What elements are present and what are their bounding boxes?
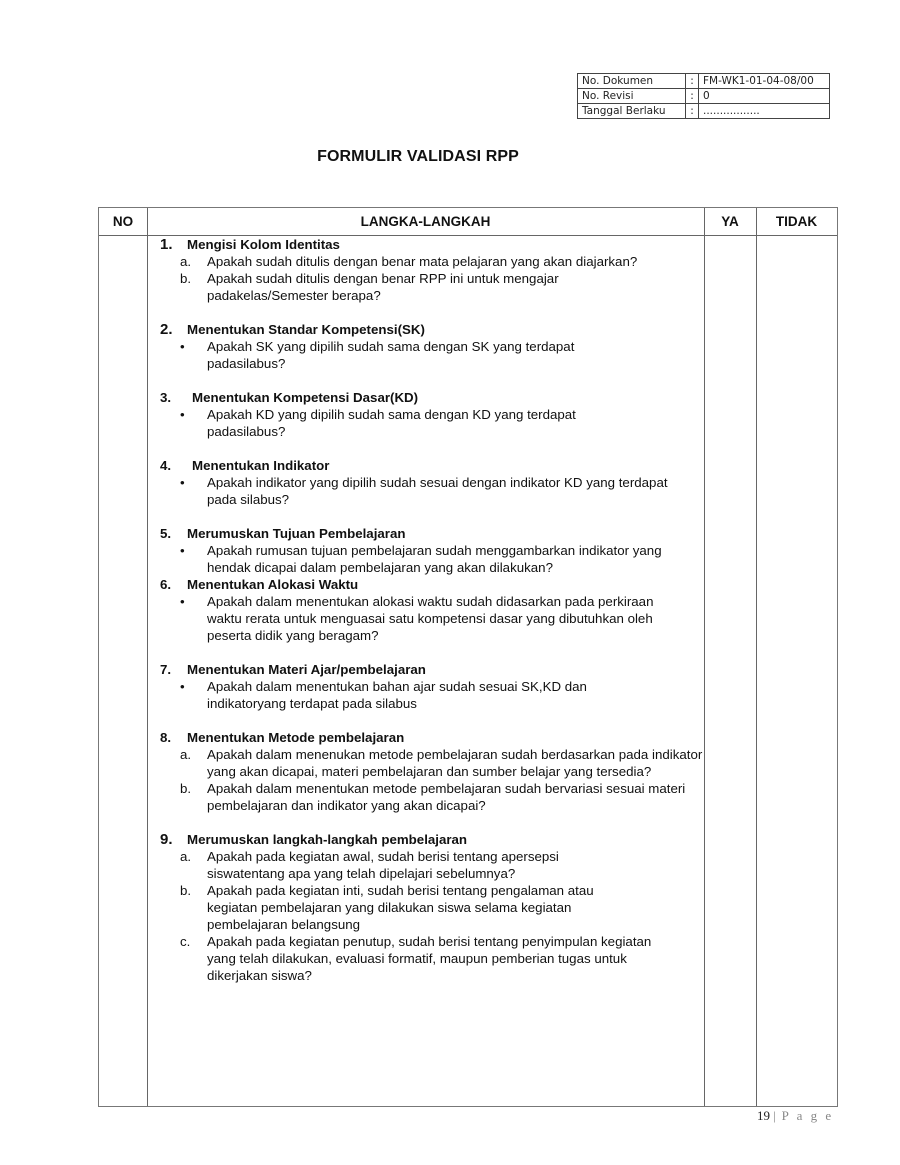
list-item [160,678,705,712]
item-text: Apakah SK yang dipilih sudah sama dengan SK yang terdapat padasilabus? [207,339,575,371]
list-item [160,406,705,440]
item-marker: b. [180,883,192,898]
page-separator: | [773,1108,779,1123]
item-marker: b. [180,271,192,286]
list-item [160,848,705,882]
section-5 [160,525,705,576]
section-1 [160,236,705,304]
doc-info-row [578,89,830,104]
item-text: Apakah rumusan tujuan pembelajaran sudah menggambarkan indikator yang hendak dicapai dalam pembelajaran yang akan dilakukan? [207,543,662,575]
section-number: 3. [160,390,172,405]
doc-info-key: No. Dokumen [578,74,686,89]
page-number: 19 [757,1108,770,1123]
item-text: Apakah dalam menentukan metode pembelajaran sudah bervariasi sesuai materi pembelajaran dan indikator yang akan dicapai? [207,781,686,813]
section-6 [160,576,705,644]
item-text: Apakah pada kegiatan penutup, sudah berisi tentang penyimpulan kegiatan yang telah dilakukan, evaluasi formatif, maupun pemberian tugas untuk dikerjakan siswa? [207,934,652,983]
list-item [160,542,705,576]
section-number: 6. [160,577,172,592]
section-title: Merumuskan Tujuan Pembelajaran [187,526,406,541]
doc-info-value: 0 [699,89,830,104]
doc-info-value: FM-WK1-01-04-08/00 [699,74,830,89]
section-number: 5. [160,526,172,541]
document-info-table [577,73,830,119]
item-marker: a. [180,849,192,864]
section-4 [160,457,705,508]
steps-content [160,236,705,984]
list-item [160,338,705,372]
section-title: Menentukan Standar Kompetensi(SK) [187,322,425,337]
page-footer [757,1108,834,1124]
section-3 [160,389,705,440]
section-2 [160,321,705,372]
doc-info-value: ................. [699,104,830,119]
header-yes: YA [721,214,739,229]
page-title: FORMULIR VALIDASI RPP [317,148,519,165]
section-number: 1. [160,236,173,253]
section-number: 9. [160,831,173,848]
section-title: Menentukan Alokasi Waktu [187,577,359,592]
doc-info-sep: : [686,104,699,119]
doc-info-sep: : [686,89,699,104]
doc-info-key: Tanggal Berlaku [578,104,686,119]
item-text: Apakah pada kegiatan inti, sudah berisi tentang pengalaman atau kegiatan pembelajaran yang dilakukan siswa selama kegiatan pembelajaran belangsung [207,883,594,932]
header-no-answer: TIDAK [775,214,818,229]
list-item [160,474,705,508]
header-steps: LANGKA-LANGKAH [360,214,491,229]
doc-info-sep: : [686,74,699,89]
item-marker: • [180,475,185,490]
item-marker: a. [180,254,192,269]
list-item [160,270,705,304]
section-title: Mengisi Kolom Identitas [187,237,340,252]
item-marker: • [180,679,185,694]
item-marker: b. [180,781,192,796]
list-item [160,780,705,814]
section-number: 4. [160,458,172,473]
item-text: Apakah sudah ditulis dengan benar mata pelajaran yang akan diajarkan? [207,254,638,269]
section-title: Menentukan Indikator [192,458,330,473]
section-title: Menentukan Kompetensi Dasar(KD) [192,390,419,405]
item-text: Apakah dalam menentukan alokasi waktu sudah didasarkan pada perkiraan waktu rerata untuk menguasai satu kompetensi dasar yang dibutuhkan oleh peserta didik yang beragam? [207,594,654,643]
section-number: 8. [160,730,172,745]
column-divider [756,208,757,1106]
list-item [160,933,705,984]
item-text: Apakah indikator yang dipilih sudah sesuai dengan indikator KD yang terdapat pada silabus? [207,475,668,507]
section-number: 2. [160,321,173,338]
item-marker: • [180,339,185,354]
list-item [160,746,705,780]
list-item [160,882,705,933]
section-title: Menentukan Metode pembelajaran [187,730,405,745]
item-text: Apakah dalam menenukan metode pembelajaran sudah berdasarkan pada indikator yang akan dicapai, materi pembelajaran dan sumber belajar yang tersedia? [207,747,703,779]
doc-info-key: No. Revisi [578,89,686,104]
item-text: Apakah dalam menentukan bahan ajar sudah sesuai SK,KD dan indikatoryang terdapat pada silabus [207,679,587,711]
item-marker: • [180,407,185,422]
item-marker: c. [180,934,191,949]
doc-info-row [578,74,830,89]
item-marker: • [180,543,185,558]
section-8 [160,729,705,814]
header-no: NO [112,214,134,229]
item-text: Apakah KD yang dipilih sudah sama dengan KD yang terdapat padasilabus? [207,407,576,439]
section-number: 7. [160,662,172,677]
list-item [160,253,705,270]
item-text: Apakah pada kegiatan awal, sudah berisi tentang apersepsi siswatentang apa yang telah dipelajari sebelumnya? [207,849,559,881]
item-marker: a. [180,747,192,762]
item-text: Apakah sudah ditulis dengan benar RPP ini untuk mengajar padakelas/Semester berapa? [207,271,559,303]
page-label: P a g e [781,1108,834,1123]
column-divider [147,208,148,1106]
section-9 [160,831,705,984]
section-title: Menentukan Materi Ajar/pembelajaran [187,662,426,677]
item-marker: • [180,594,185,609]
doc-info-row [578,104,830,119]
section-title: Merumuskan langkah-langkah pembelajaran [187,832,468,847]
list-item [160,593,705,644]
section-7 [160,661,705,712]
